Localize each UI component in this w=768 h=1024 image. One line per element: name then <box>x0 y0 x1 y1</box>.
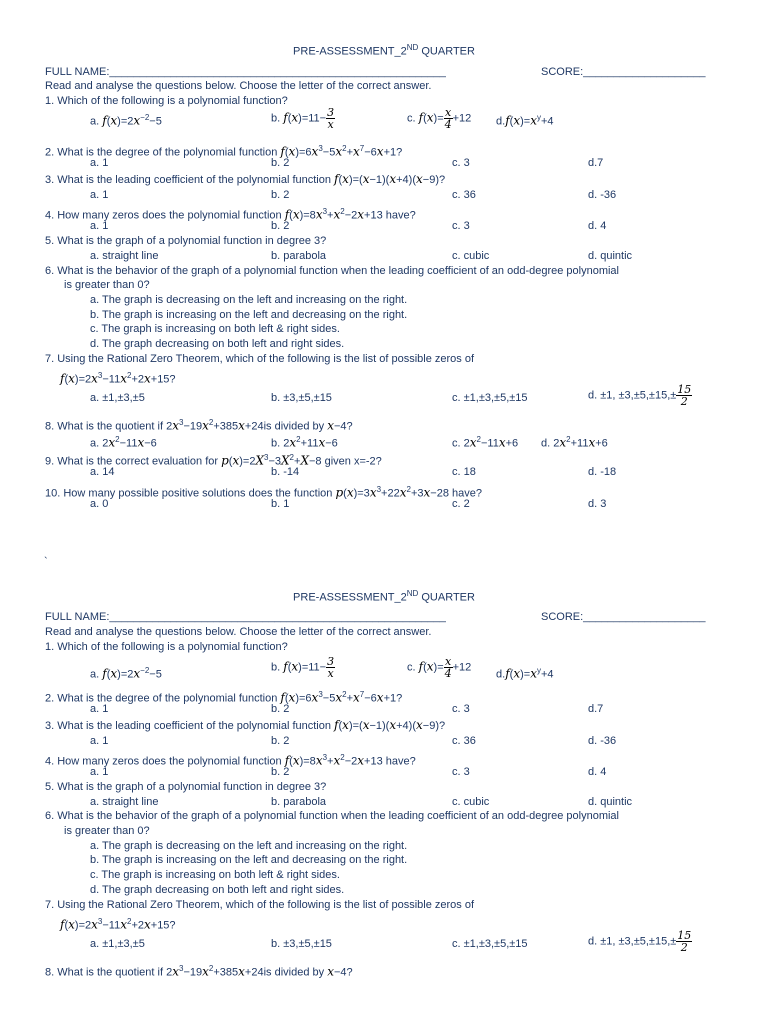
q3-option-b-copy: b. 2 <box>271 735 290 747</box>
question-7: 7. Using the Rational Zero Theorem, which of the following is the list of possible zeros of <box>45 353 475 365</box>
q3-option-a-copy: a. 1 <box>90 735 109 747</box>
q2-option-d-copy: d.7 <box>588 703 604 715</box>
q3-option-d-copy: d. -36 <box>588 735 617 747</box>
q8-option-a: a. $2x^2-11x-6$ <box>90 435 157 450</box>
q6-option-c: c. The graph is increasing on both left & right sides. <box>90 323 340 335</box>
q7-option-b: b. ±3,±5,±15 <box>271 392 332 404</box>
q10-option-c: c. 2 <box>452 498 470 510</box>
question-2: 2. What is the degree of the polynomial function $f(x)=6x^3-5x^2+x^7-6x+1$? <box>45 144 403 159</box>
question-6-cont-copy: is greater than 0? <box>64 825 150 837</box>
q6-option-b-copy: b. The graph is increasing on the left and decreasing on the right. <box>90 854 408 866</box>
question-6-cont: is greater than 0? <box>64 279 150 291</box>
q3-option-a: a. 1 <box>90 189 109 201</box>
question-9: 9. What is the correct evaluation for $p(x)=2X^3-3X^2+X-8$ given x=-2? <box>45 453 382 468</box>
q5-option-a: a. straight line <box>90 250 159 262</box>
question-8: 8. What is the quotient if $2x^3-19x^2+385x+24is$ divided by x−4? <box>45 418 353 433</box>
q1-option-b: b. f(x)=11− $\frac{3}{x}$ <box>271 106 335 131</box>
question-3: 3. What is the leading coefficient of the polynomial function f(x)=(x−1)(x+4)(x−9)? <box>45 172 446 186</box>
q1-option-c: c. f(x)= $\frac{x}{4}$ +12 <box>407 106 472 131</box>
q1-option-d: $d.f(x)=x^y+4$ <box>496 113 554 128</box>
question-3-copy: 3. What is the leading coefficient of the polynomial function f(x)=(x−1)(x+4)(x−9)? <box>45 718 446 732</box>
q6-option-a: a. The graph is decreasing on the left and increasing on the right. <box>90 294 408 306</box>
q1-option-a: a. $f(x)=2x^{-2}-5$ <box>90 113 162 128</box>
q4-option-c-copy: c. 3 <box>452 766 470 778</box>
q4-option-d: d. 4 <box>588 220 607 232</box>
q5-option-d: d. quintic <box>588 250 633 262</box>
q10-option-b: b. 1 <box>271 498 290 510</box>
q7-option-a-copy: a. ±1,±3,±5 <box>90 938 145 950</box>
question-2-copy: 2. What is the degree of the polynomial function $f(x)=6x^3-5x^2+x^7-6x+1$? <box>45 690 403 705</box>
q3-option-c: c. 36 <box>452 189 476 201</box>
full-name-field-copy: FULL NAME:_______________________________________________________ <box>45 611 446 623</box>
q4-option-b-copy: b. 2 <box>271 766 290 778</box>
q2-option-a: a. 1 <box>90 157 109 169</box>
q5-option-a-copy: a. straight line <box>90 796 159 808</box>
q5-option-b-copy: b. parabola <box>271 796 327 808</box>
full-name-field: FULL NAME:_______________________________________________________ <box>45 66 446 78</box>
instructions: Read and analyse the questions below. Choose the letter of the correct answer. <box>45 80 432 92</box>
q4-option-c: c. 3 <box>452 220 470 232</box>
q6-option-a-copy: a. The graph is decreasing on the left and increasing on the right. <box>90 840 408 852</box>
q6-option-c-copy: c. The graph is increasing on both left & right sides. <box>90 869 340 881</box>
instructions-copy: Read and analyse the questions below. Choose the letter of the correct answer. <box>45 626 432 638</box>
question-7-copy: 7. Using the Rational Zero Theorem, which of the following is the list of possible zeros of <box>45 899 475 911</box>
q4-option-d-copy: d. 4 <box>588 766 607 778</box>
separator-mark: ` <box>44 556 48 568</box>
q5-option-c: c. cubic <box>452 250 490 262</box>
q2-option-c: c. 3 <box>452 157 470 169</box>
q10-option-d: d. 3 <box>588 498 607 510</box>
q7-option-c: c. ±1,±3,±5,±15 <box>452 392 528 404</box>
q4-option-b: b. 2 <box>271 220 290 232</box>
q6-option-b: b. The graph is increasing on the left and decreasing on the right. <box>90 309 408 321</box>
q3-option-b: b. 2 <box>271 189 290 201</box>
q2-option-d: d.7 <box>588 157 604 169</box>
q2-option-b-copy: b. 2 <box>271 703 290 715</box>
question-5: 5. What is the graph of a polynomial function in degree 3? <box>45 235 327 247</box>
q7-option-c-copy: c. ±1,±3,±5,±15 <box>452 938 528 950</box>
score-field: SCORE:____________________ <box>541 66 706 78</box>
question-7-function: $f(x)=2x^3-11x^2+2x+15$? <box>60 371 176 386</box>
question-4: 4. How many zeros does the polynomial function $f(x)=8x^3+x^2-2x+13$ have? <box>45 207 416 222</box>
q3-option-c-copy: c. 36 <box>452 735 476 747</box>
q1-option-c-copy: c. f(x)= $\frac{x}{4}$ +12 <box>407 655 472 680</box>
q2-option-a-copy: a. 1 <box>90 703 109 715</box>
q5-option-c-copy: c. cubic <box>452 796 490 808</box>
question-4-copy: 4. How many zeros does the polynomial function $f(x)=8x^3+x^2-2x+13$ have? <box>45 753 416 768</box>
question-5-copy: 5. What is the graph of a polynomial function in degree 3? <box>45 781 327 793</box>
q2-option-c-copy: c. 3 <box>452 703 470 715</box>
question-6: 6. What is the behavior of the graph of a polynomial function when the leading coefficient of an odd-degree polynomial <box>45 265 619 277</box>
question-10: 10. How many possible positive solutions does the function $p(x)=3x^3+22x^2+3x-28$ have? <box>45 485 482 500</box>
q7-option-d-copy: d. ±1, ±3,±5,±15,± $\frac{15}{2}$ <box>588 929 692 954</box>
q5-option-d-copy: d. quintic <box>588 796 633 808</box>
score-field-copy: SCORE:____________________ <box>541 611 706 623</box>
q8-option-d: d. $2x^2+11x+6$ <box>541 435 608 450</box>
q7-option-d: d. ±1, ±3,±5,±15,± $\frac{15}{2}$ <box>588 383 692 408</box>
q9-option-b: b. -14 <box>271 466 300 478</box>
q1-option-a-copy: a. $f(x)=2x^{-2}-5$ <box>90 666 162 681</box>
q10-option-a: a. 0 <box>90 498 109 510</box>
question-1: 1. Which of the following is a polynomial function? <box>45 95 288 107</box>
q1-option-d-copy: $d.f(x)=x^y+4$ <box>496 666 554 681</box>
q9-option-d: d. -18 <box>588 466 617 478</box>
q9-option-c: c. 18 <box>452 466 476 478</box>
question-7-function-copy: $f(x)=2x^3-11x^2+2x+15$? <box>60 917 176 932</box>
question-1-copy: 1. Which of the following is a polynomial function? <box>45 641 288 653</box>
page-title: PRE-ASSESSMENT_2ND QUARTER <box>293 43 475 58</box>
q4-option-a: a. 1 <box>90 220 109 232</box>
q8-option-c: c. $2x^2-11x+6$ <box>452 435 519 450</box>
q4-option-a-copy: a. 1 <box>90 766 109 778</box>
q7-option-b-copy: b. ±3,±5,±15 <box>271 938 332 950</box>
q1-option-b-copy: b. f(x)=11− $\frac{3}{x}$ <box>271 655 335 680</box>
q8-option-b: b. $2x^2+11x-6$ <box>271 435 338 450</box>
question-8-copy: 8. What is the quotient if $2x^3-19x^2+385x+24is$ divided by x−4? <box>45 964 353 979</box>
q9-option-a: a. 14 <box>90 466 115 478</box>
q7-option-a: a. ±1,±3,±5 <box>90 392 145 404</box>
q3-option-d: d. -36 <box>588 189 617 201</box>
q5-option-b: b. parabola <box>271 250 327 262</box>
q6-option-d-copy: d. The graph decreasing on both left and right sides. <box>90 884 345 896</box>
page-title-copy: PRE-ASSESSMENT_2ND QUARTER <box>293 589 475 604</box>
q6-option-d: d. The graph decreasing on both left and right sides. <box>90 338 345 350</box>
question-6-copy: 6. What is the behavior of the graph of a polynomial function when the leading coefficient of an odd-degree polynomial <box>45 810 619 822</box>
q2-option-b: b. 2 <box>271 157 290 169</box>
